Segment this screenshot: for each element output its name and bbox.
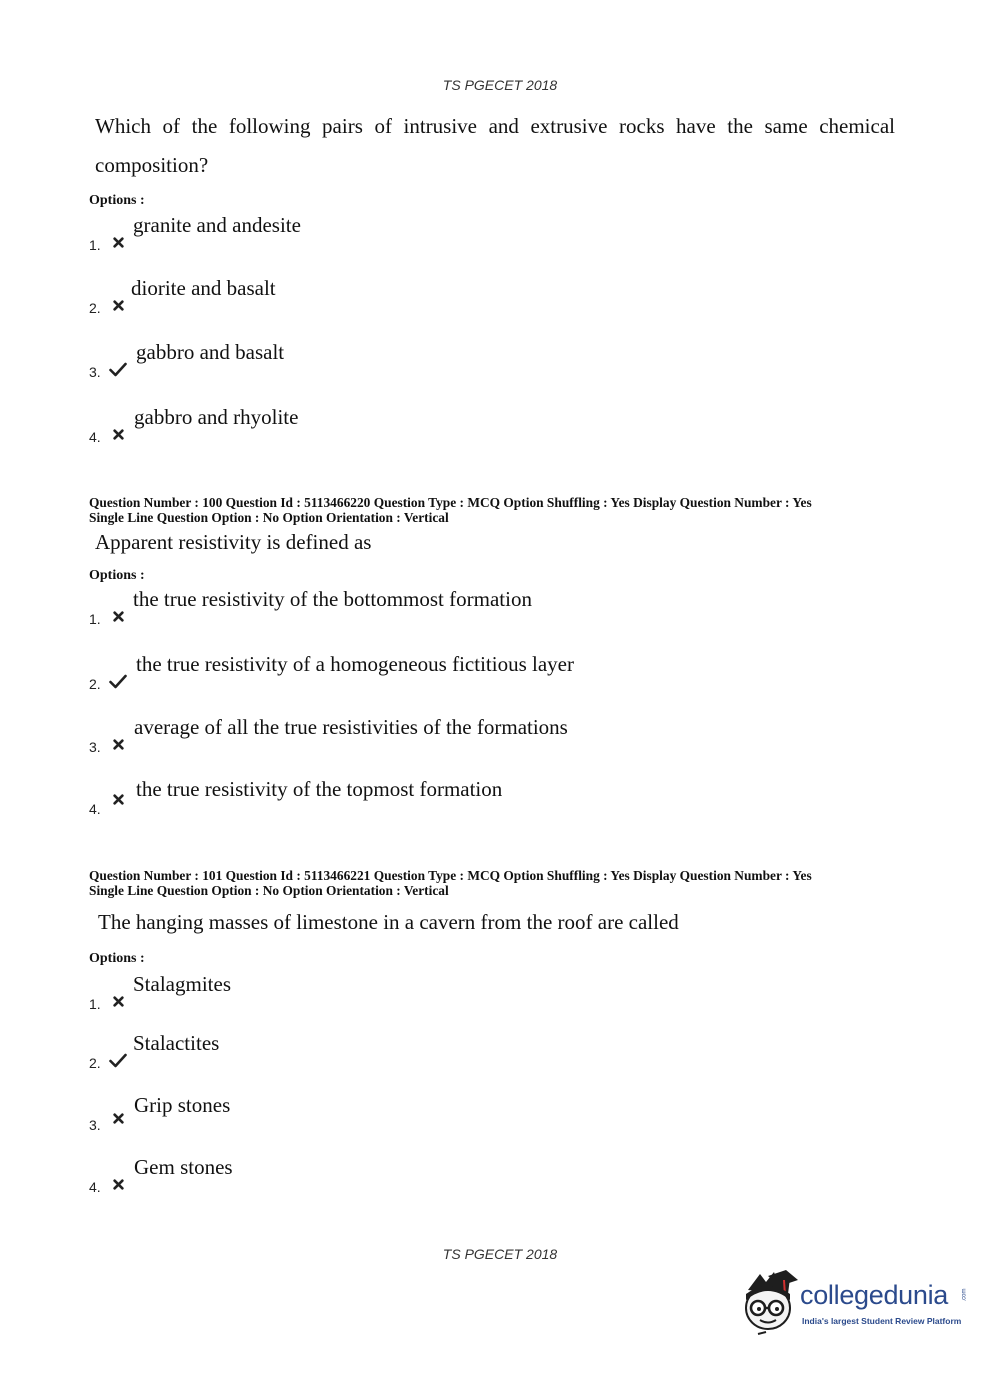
option-text: Stalactites: [133, 1031, 220, 1055]
option-text: gabbro and rhyolite: [134, 405, 299, 429]
cross-icon: [109, 992, 127, 1010]
q101-option-1: [89, 972, 789, 1012]
logo-brand-text: collegedunia: [800, 1280, 949, 1310]
meta-line-1: Question Number : 100 Question Id : 5113466220 Question Type : MCQ Option Shuffling : Yes Display Question Number : Yes: [89, 495, 812, 510]
meta-line-2: Single Line Question Option : No Option Orientation : Vertical: [89, 882, 449, 898]
check-icon: [109, 360, 127, 378]
option-text: the true resistivity of the topmost formation: [136, 777, 503, 801]
option-number: 1.: [89, 237, 101, 253]
question-meta-101: [89, 869, 909, 898]
meta-line-2: Single Line Question Option : No Option Orientation : Vertical: [89, 509, 449, 525]
q100-option-3: [89, 715, 789, 755]
option-text: gabbro and basalt: [136, 340, 285, 364]
check-icon: [109, 672, 127, 690]
collegedunia-logo: [740, 1268, 970, 1338]
option-number: 4.: [89, 801, 101, 817]
question-text-1: Which of the following pairs of intrusive and extrusive rocks have the same chemical composition?: [95, 114, 895, 177]
check-icon: [109, 1051, 127, 1069]
option-number: 1.: [89, 996, 101, 1012]
q101-option-3: [89, 1093, 789, 1133]
logo-tagline: India's largest Student Review Platform: [802, 1316, 962, 1326]
option-number: 3.: [89, 364, 101, 380]
logo-dotcom: .com: [961, 1288, 968, 1302]
option-text: Gem stones: [134, 1155, 233, 1179]
meta-line-1: Question Number : 101 Question Id : 5113466221 Question Type : MCQ Option Shuffling : Yes Display Question Number : Yes: [89, 868, 812, 883]
q1-option-3: [89, 340, 789, 380]
option-text: Stalagmites: [133, 972, 231, 996]
q100-option-2: [89, 652, 789, 692]
cross-icon: [109, 735, 127, 753]
option-text: granite and andesite: [133, 213, 301, 237]
options-label-101: Options :: [89, 951, 145, 966]
q1-option-2: [89, 276, 789, 316]
option-number: 3.: [89, 1117, 101, 1133]
option-number: 2.: [89, 300, 101, 316]
cross-icon: [109, 1175, 127, 1193]
question-text-101: The hanging masses of limestone in a cavern from the roof are called: [98, 910, 679, 934]
mascot-icon: [740, 1268, 802, 1338]
cross-icon: [109, 1109, 127, 1127]
option-number: 4.: [89, 429, 101, 445]
options-label-100: Options :: [89, 568, 145, 583]
q101-option-2: [89, 1031, 789, 1071]
options-label-1: Options :: [89, 193, 145, 208]
option-text: average of all the true resistivities of the formations: [134, 715, 568, 739]
page-header: TS PGECET 2018: [442, 77, 558, 93]
page-footer: TS PGECET 2018: [442, 1246, 558, 1262]
option-text: diorite and basalt: [131, 276, 276, 300]
option-text: the true resistivity of the bottommost formation: [133, 587, 532, 611]
cross-icon: [109, 425, 127, 443]
cross-icon: [109, 790, 127, 808]
q100-option-1: [89, 587, 789, 627]
cross-icon: [109, 233, 127, 251]
option-text: the true resistivity of a homogeneous fictitious layer: [136, 652, 574, 676]
cross-icon: [109, 296, 127, 314]
option-number: 3.: [89, 739, 101, 755]
option-number: 4.: [89, 1179, 101, 1195]
q1-option-1: [89, 213, 789, 253]
q100-option-4: [89, 777, 789, 817]
option-text: Grip stones: [134, 1093, 231, 1117]
option-number: 2.: [89, 676, 101, 692]
option-number: 1.: [89, 611, 101, 627]
question-meta-100: [89, 496, 909, 525]
cross-icon: [109, 607, 127, 625]
option-number: 2.: [89, 1055, 101, 1071]
question-text-100: Apparent resistivity is defined as: [95, 530, 372, 554]
q101-option-4: [89, 1155, 789, 1195]
q1-option-4: [89, 405, 789, 445]
